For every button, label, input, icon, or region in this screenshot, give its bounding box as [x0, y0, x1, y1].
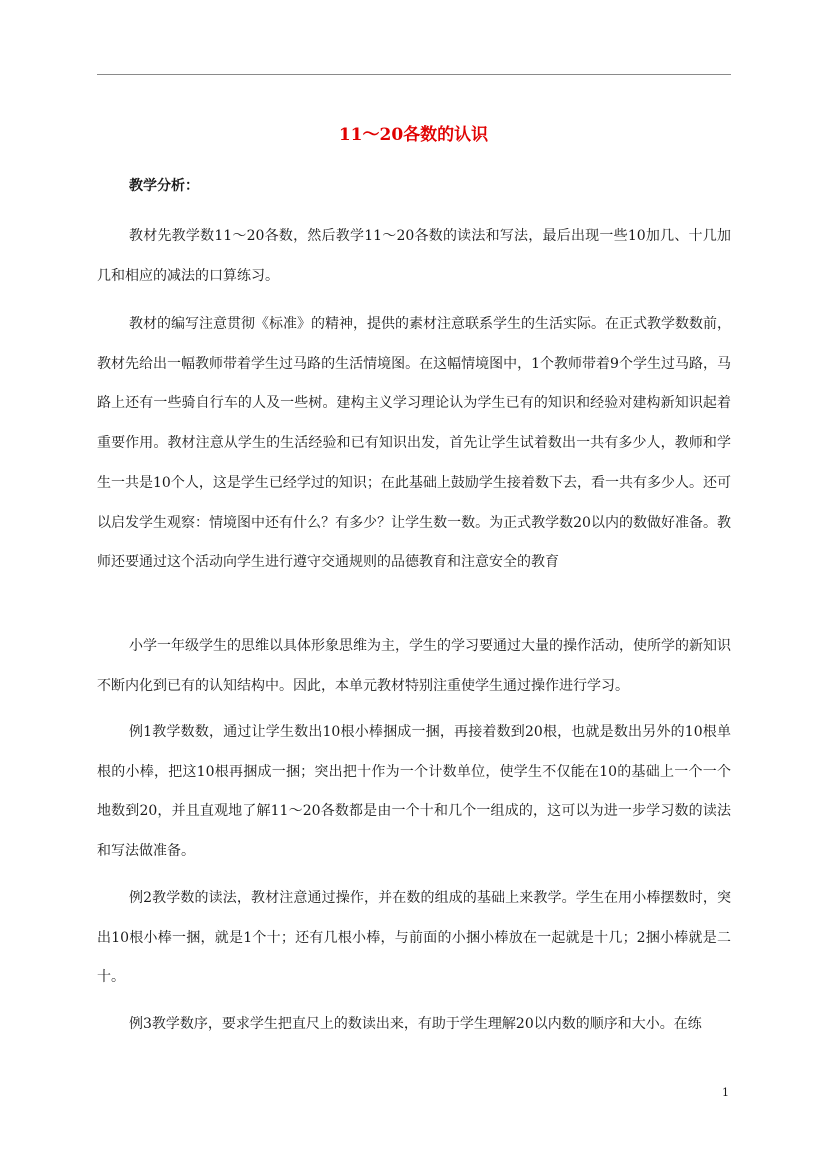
- paragraph-block: [97, 305, 731, 583]
- paragraph-block: [97, 217, 731, 296]
- paragraph: 例3教学数序，要求学生把直尺上的数读出来，有助于学生理解20以内数的顺序和大小。在练: [129, 1016, 702, 1032]
- page-number: 1: [722, 1086, 729, 1099]
- paragraph-block: [97, 879, 731, 998]
- paragraph: 小学一年级学生的思维以具体形象思维为主，学生的学习要通过大量的操作活动，使所学的新知识不断内化到已有的认知结构中。因此，本单元教材特别注重使学生通过操作进行学习。: [97, 638, 731, 694]
- paragraph: 教材先教学数11～20各数，然后教学11～20各数的读法和写法，最后出现一些10加几、十几加几和相应的减法的口算练习。: [97, 228, 731, 284]
- header-rule: [97, 74, 731, 75]
- section-heading: 教学分析：: [129, 178, 199, 194]
- paragraph: 例2教学数的读法，教材注意通过操作，并在数的组成的基础上来教学。学生在用小棒摆数时，突出10根小棒一捆，就是1个十；还有几根小棒，与前面的小捆小棒放在一起就是十几；2捆小棒就是二十。: [97, 890, 731, 986]
- paragraph: 教材的编写注意贯彻《标准》的精神，提供的素材注意联系学生的生活实际。在正式教学数数前，教材先给出一幅教师带着学生过马路的生活情境图。在这幅情境图中，1个教师带着9个学生过马路，马路上还有一些骑自行车的人及一些树。建构主义学习理论认为学生已有的知识和经验对建构新知识起着重要作用。教材注意从学生的生活经验和已有知识出发，首先让学生试着数出一共有多少人，教师和学生一共是10个人，这是学生已经学过的知识；在此基础上鼓励学生接着数下去，看一共有多少人。还可以启发学生观察：情境图中还有什么？有多少？让学生数一数。为正式教学数20以内的数做好准备。教师还要通过这个活动向学生进行遵守交通规则的品德教育和注意安全的教育: [97, 316, 731, 571]
- document-title: 11～20各数的认识: [338, 125, 489, 145]
- paragraph-block: [97, 627, 731, 706]
- paragraph-block: [97, 1005, 731, 1045]
- paragraph-block: [97, 713, 731, 872]
- paragraph: 例1教学数数，通过让学生数出10根小棒捆成一捆，再接着数到20根，也就是数出另外的10根单根的小棒，把这10根再捆成一捆；突出把十作为一个计数单位，使学生不仅能在10的基础上一个一个地数到20，并且直观地了解11～20各数都是由一个十和几个一组成的，这可以为进一步学习数的读法和写法做准备。: [97, 724, 731, 860]
